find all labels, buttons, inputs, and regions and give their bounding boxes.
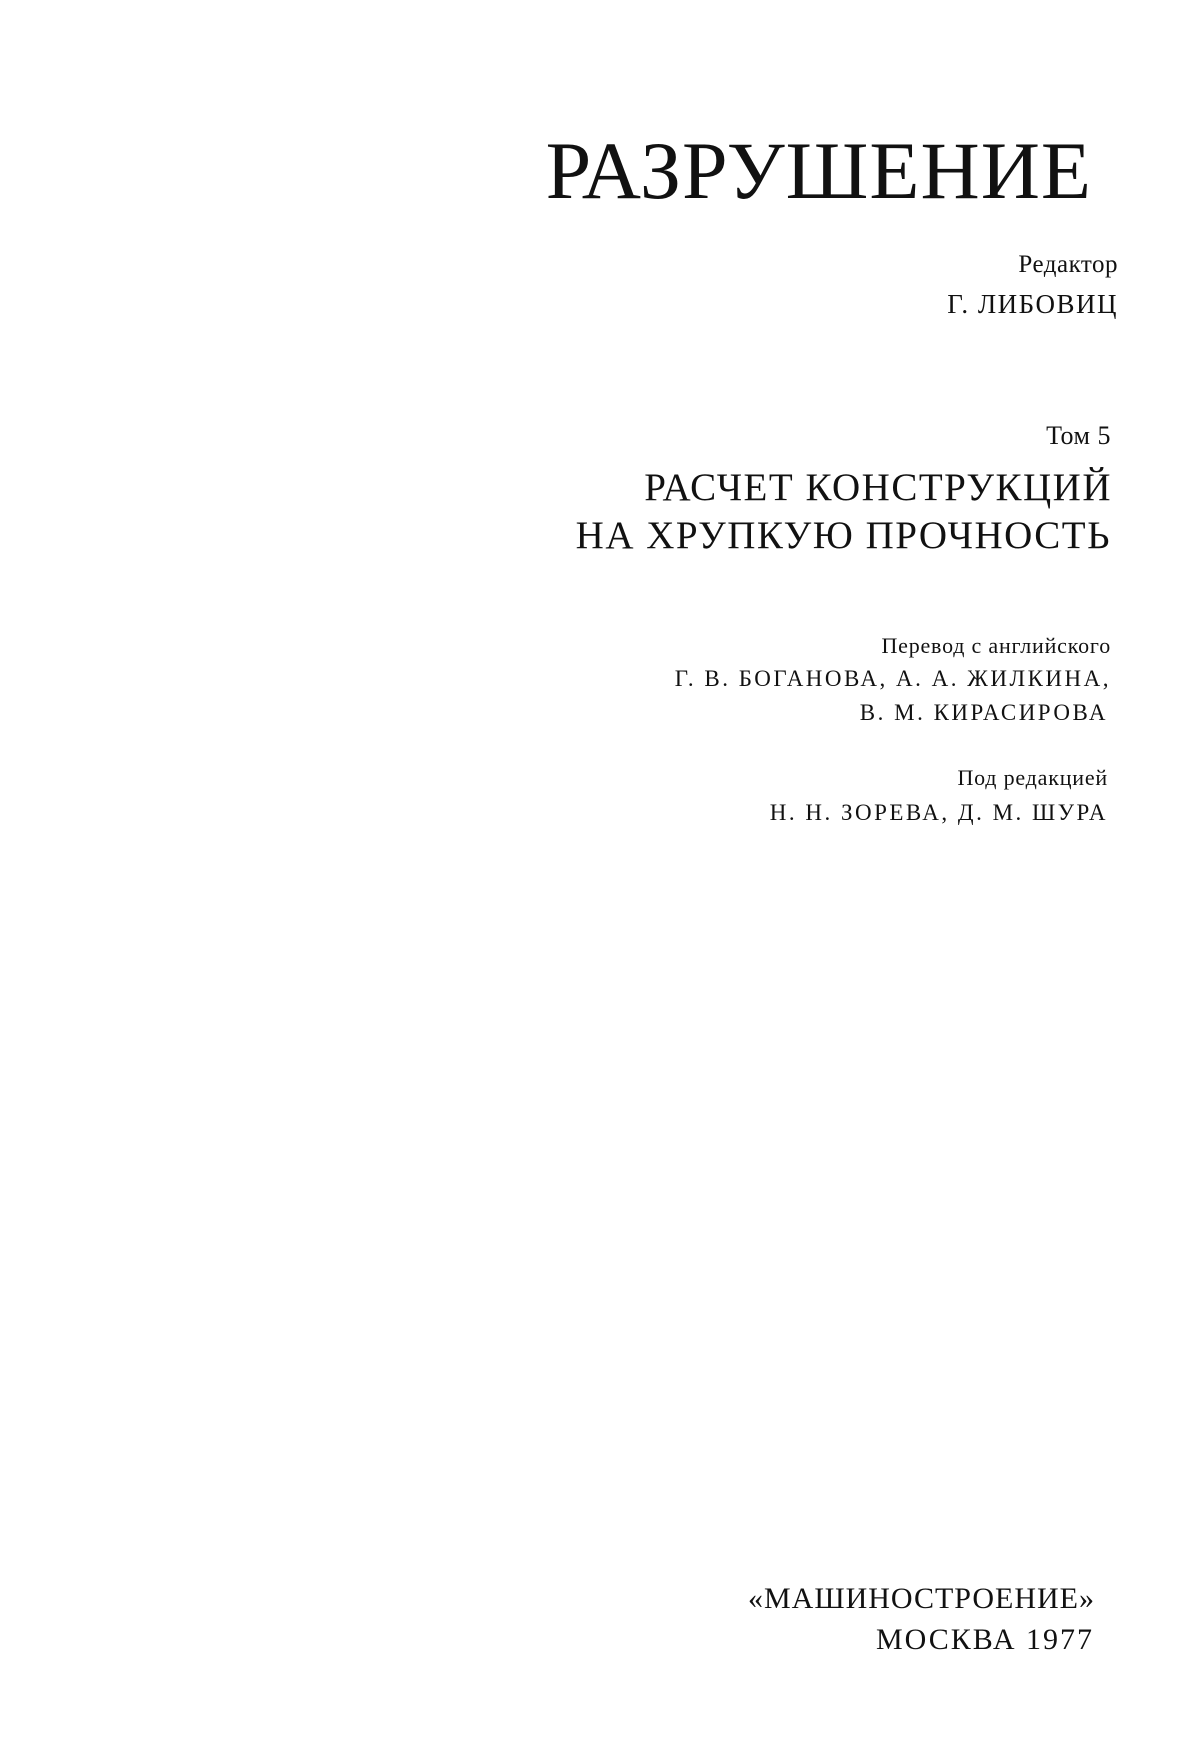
publisher-name: «МАШИНОСТРОЕНИЕ» bbox=[748, 1582, 1095, 1615]
translators-line: Г. В. БОГАНОВА, А. А. ЖИЛКИНА, bbox=[674, 666, 1111, 691]
edited-by-label: Под редакцией bbox=[957, 765, 1108, 790]
translation-label: Перевод с английского bbox=[881, 633, 1111, 658]
city-and-year: МОСКВА 1977 bbox=[875, 1623, 1094, 1656]
edited-by-names: Н. Н. ЗОРЕВА, Д. М. ШУРА bbox=[769, 800, 1108, 825]
volume-title-line: НА ХРУПКУЮ ПРОЧНОСТЬ bbox=[575, 514, 1111, 557]
editor-name: Г. ЛИБОВИЦ bbox=[947, 289, 1118, 319]
book-title: РАЗРУШЕНИЕ bbox=[545, 125, 1092, 216]
translators-line: В. М. КИРАСИРОВА bbox=[859, 700, 1108, 725]
editor-label: Редактор bbox=[1018, 251, 1118, 278]
volume-title-line: РАСЧЕТ КОНСТРУКЦИЙ bbox=[644, 466, 1112, 509]
volume-label: Том 5 bbox=[1046, 421, 1111, 450]
